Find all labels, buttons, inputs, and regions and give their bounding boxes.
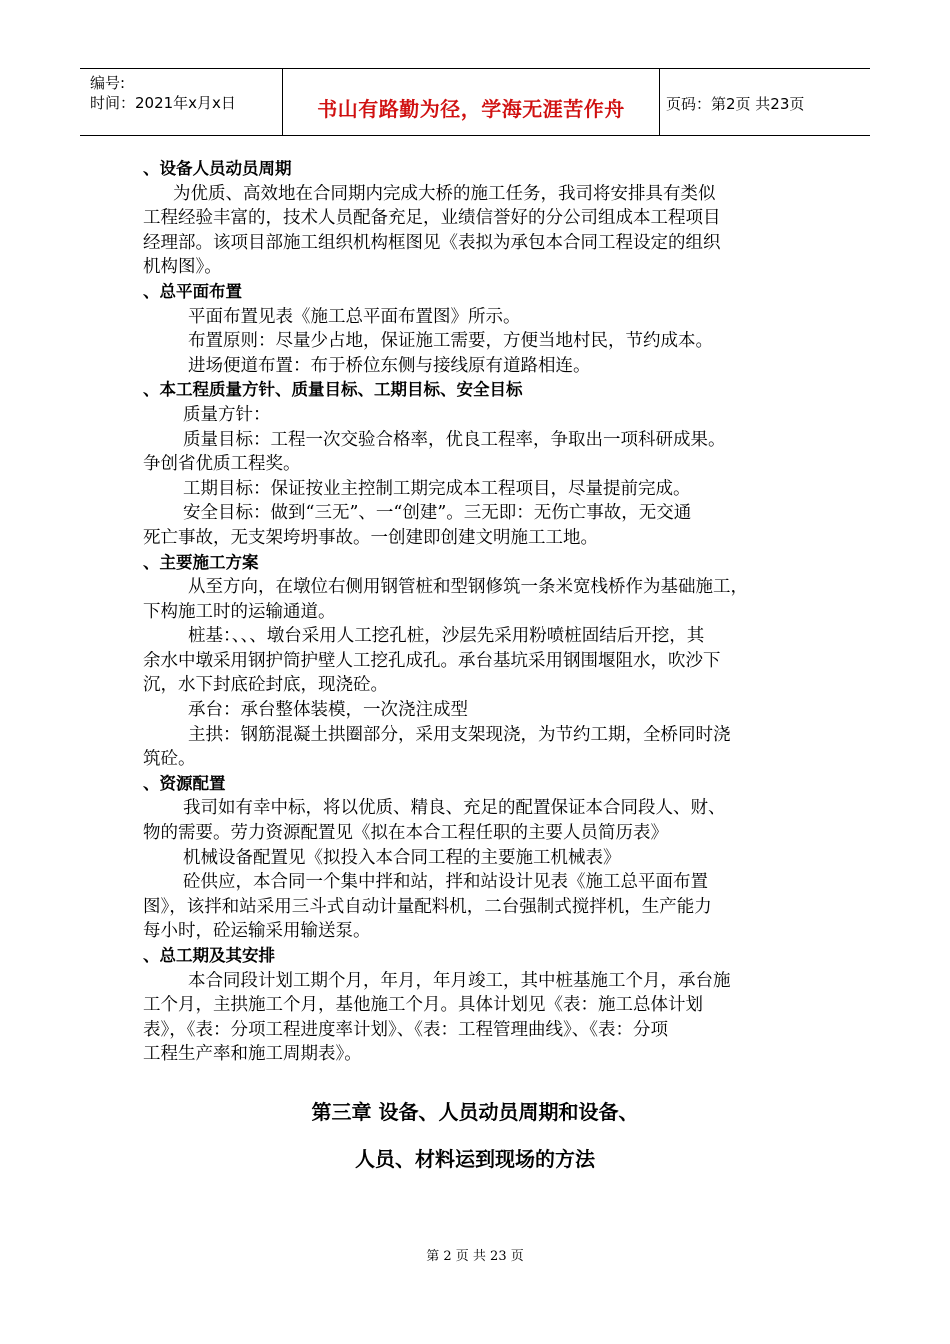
paragraph-line: 工期目标：保证按业主控制工期完成本工程项目，尽量提前完成。	[183, 478, 691, 499]
paragraph-line: 死亡事故，无支架垮坍事故。一创建即创建文明施工工地。	[143, 527, 598, 548]
paragraph-line: 机构图》。	[143, 257, 222, 278]
paragraph-line: 砼供应，本合同一个集中拌和站，拌和站设计见表《施工总平面布置	[183, 872, 708, 893]
paragraph-line: 表》，《表：分项工程进度率计划》、《表：工程管理曲线》、《表：分项	[143, 1019, 668, 1040]
document-time: 时间：2021年x月x日	[90, 94, 236, 112]
section-title-layout: 、总平面布置	[143, 281, 242, 301]
document-number: 编号:	[90, 74, 126, 92]
paragraph-line: 沉，水下封底砼封底，现浇砼。	[143, 675, 388, 696]
paragraph-line: 从至方向，在墩位右侧用钢管桩和型钢修筑一条米宽栈桥作为基础施工，	[188, 577, 748, 598]
paragraph-line: 进场便道布置：布于桥位东侧与接线原有道路相连。	[188, 355, 591, 376]
section-title-schedule: 、总工期及其安排	[143, 946, 275, 965]
paragraph-line: 每小时，砼运输采用输送泵。	[143, 921, 371, 942]
paragraph-line: 质量目标：工程一次交验合格率，优良工程率，争取出一项科研成果。	[183, 429, 726, 450]
chapter-title-line-1: 第三章 设备、人员动员周期和设备、	[311, 1100, 639, 1124]
paragraph-line: 主拱：钢筋混凝土拱圈部分，采用支架现浇，为节约工期，全桥同时浇	[188, 724, 731, 745]
paragraph-line: 筑砼。	[143, 749, 196, 770]
paragraph-line: 平面布置见表《施工总平面布置图》所示。	[188, 306, 521, 327]
paragraph-line: 机械设备配置见《拟投入本合同工程的主要施工机械表》	[183, 847, 621, 868]
section-title-resources: 、资源配置	[143, 773, 226, 793]
section-title-objectives: 、本工程质量方针、质量目标、工期目标、安全目标	[143, 380, 523, 400]
paragraph-line: 工个月，主拱施工个月，基他施工个月。具体计划见《表：施工总体计划	[143, 995, 703, 1016]
paragraph-line: 本合同段计划工期个月，年月，年月竣工，其中桩基施工个月，承台施	[188, 970, 731, 991]
section-title-mobilization: 、设备人员动员周期	[143, 159, 292, 178]
paragraph-line: 物的需要。劳力资源配置见《拟在本合工程任职的主要人员简历表》	[143, 823, 668, 844]
paragraph-line: 工程生产率和施工周期表》。	[143, 1044, 362, 1065]
document-body	[143, 157, 811, 1067]
paragraph-line: 承台：承台整体装模，一次浇注成型	[188, 700, 468, 721]
header-motto: 书山有路勤为径，学海无涯苦作舟	[317, 97, 625, 121]
section-title-construction-plan: 、主要施工方案	[143, 552, 259, 572]
paragraph-line: 工程经验丰富的，技术人员配备充足，业绩信誉好的分公司组成本工程项目	[143, 208, 721, 229]
paragraph-line: 争创省优质工程奖。	[143, 454, 301, 475]
page-footer: 第 2 页 共 23 页	[426, 1249, 524, 1264]
header-meta	[90, 73, 236, 113]
paragraph-line: 余水中墩采用钢护筒护壁人工挖孔成孔。承台基坑采用钢围堰阻水，吹沙下	[143, 650, 721, 671]
paragraph-line: 桩基：、、、墩台采用人工挖孔桩，沙层先采用粉喷桩固结后开挖，其	[188, 626, 705, 647]
header-page-number: 页码：第2页 共23页	[666, 95, 805, 113]
paragraph-line: 质量方针：	[183, 404, 271, 425]
paragraph-line: 为优质、高效地在合同期内完成大桥的施工任务，我司将安排具有类似	[173, 183, 716, 204]
paragraph-line: 图》，该拌和站采用三斗式自动计量配料机，二台强制式搅拌机，生产能力	[143, 896, 712, 917]
chapter-title-line-2: 人员、材料运到现场的方法	[355, 1147, 595, 1171]
paragraph-line: 安全目标：做到“三无”、一“创建”。三无即：无伤亡事故，无交通	[183, 503, 692, 524]
paragraph-line: 下构施工时的运输通道。	[143, 601, 336, 622]
page-header	[80, 68, 870, 136]
paragraph-line: 经理部。该项目部施工组织机构框图见《表拟为承包本合同工程设定的组织	[143, 232, 721, 253]
paragraph-line: 布置原则：尽量少占地，保证施工需要，方便当地村民，节约成本。	[188, 331, 713, 352]
paragraph-line: 我司如有幸中标，将以优质、精良、充足的配置保证本合同段人、财、	[183, 798, 726, 819]
header-motto-cell	[282, 69, 660, 135]
